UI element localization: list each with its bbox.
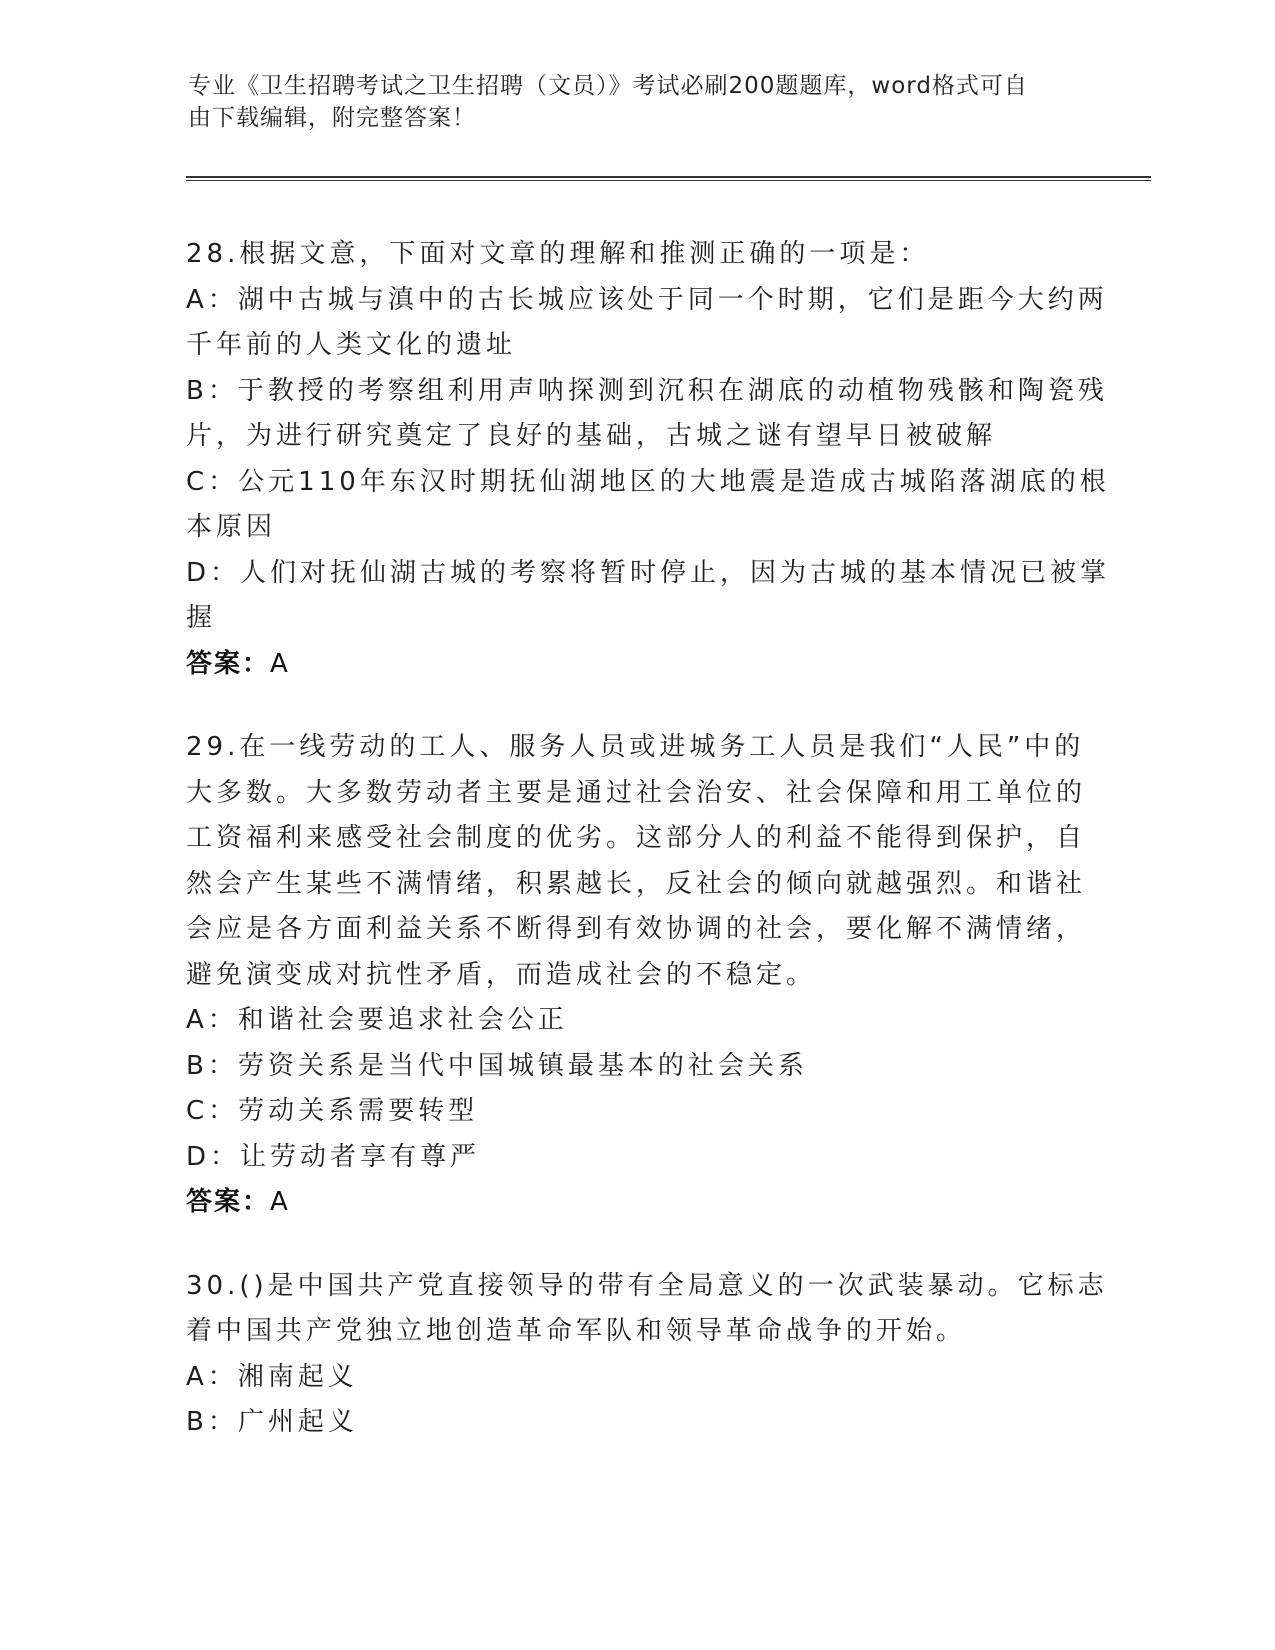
header-line-2: 由下载编辑，附完整答案！ (188, 105, 476, 131)
option-b (186, 369, 1108, 460)
question-stem-line: 28.根据文意，下面对文章的理解和推测正确的一项是： (186, 239, 930, 269)
question-stem-line: 会应是各方面利益关系不断得到有效协调的社会，要化解不满情绪， (186, 914, 1087, 944)
question-28 (186, 232, 1111, 687)
question-list (186, 232, 1111, 1484)
question-stem-line: 30.()是中国共产党直接领导的带有全局意义的一次武装暴动。它标志 (186, 1270, 1108, 1301)
option-line: B：于教授的考察组利用声呐探测到沉积在湖底的动植物残骸和陶瓷残 (186, 375, 1108, 406)
option-a: A：湘南起义 (186, 1361, 358, 1392)
option-c (186, 460, 1110, 551)
document-header (188, 70, 1068, 134)
option-line: C：公元110年东汉时期抚仙湖地区的大地震是造成古城陷落湖底的根 (186, 466, 1110, 497)
question-stem-line: 29.在一线劳动的工人、服务人员或进城务工人员是我们“人民”中的 (186, 732, 1085, 762)
question-stem-line: 大多数。大多数劳动者主要是通过社会治安、社会保障和用工单位的 (186, 777, 1087, 808)
option-b: B：劳资关系是当代中国城镇最基本的社会关系 (186, 1050, 808, 1081)
header-divider (186, 176, 1151, 181)
option-line: 本原因 (186, 512, 277, 542)
question-stem-line: 着中国共产党独立地创造革命军队和领导革命战争的开始。 (186, 1316, 967, 1346)
header-line-1: 专业《卫生招聘考试之卫生招聘（文员）》考试必刷200题题库，word格式可自 (188, 73, 1028, 99)
option-a (186, 278, 1108, 369)
option-a: A：和谐社会要追求社会公正 (186, 1005, 568, 1035)
question-stem-line: 避免演变成对抗性矛盾，而造成社会的不稳定。 (186, 959, 817, 990)
question-stem-line: 工资福利来感受社会制度的优劣。这部分人的利益不能得到保护，自 (186, 823, 1087, 853)
option-d: D：让劳动者享有尊严 (186, 1141, 481, 1172)
answer-line (186, 642, 1066, 688)
option-line: 片，为进行研究奠定了良好的基础，古城之谜有望早日被破解 (186, 421, 997, 451)
option-line: D：人们对抚仙湖古城的考察将暂时停止，因为古城的基本情况已被掌 (186, 557, 1111, 588)
option-line: 千年前的人类文化的遗址 (186, 330, 517, 360)
answer-value: A (270, 648, 290, 679)
answer-value: A (270, 1187, 290, 1217)
option-line: 握 (186, 603, 217, 633)
question-29 (186, 725, 1087, 1226)
answer-label: 答案： (186, 648, 271, 679)
answer-label: 答案： (186, 1187, 271, 1217)
question-30 (186, 1264, 1108, 1446)
answer-line (186, 1180, 1066, 1226)
option-c: C：劳动关系需要转型 (186, 1096, 479, 1126)
question-stem-line: 然会产生某些不满情绪，积累越长，反社会的倾向就越强烈。和谐社 (186, 868, 1087, 899)
option-line: A：湖中古城与滇中的古长城应该处于同一个时期，它们是距今大约两 (186, 284, 1108, 315)
option-b: B：广州起义 (186, 1407, 358, 1437)
option-d (186, 551, 1111, 642)
